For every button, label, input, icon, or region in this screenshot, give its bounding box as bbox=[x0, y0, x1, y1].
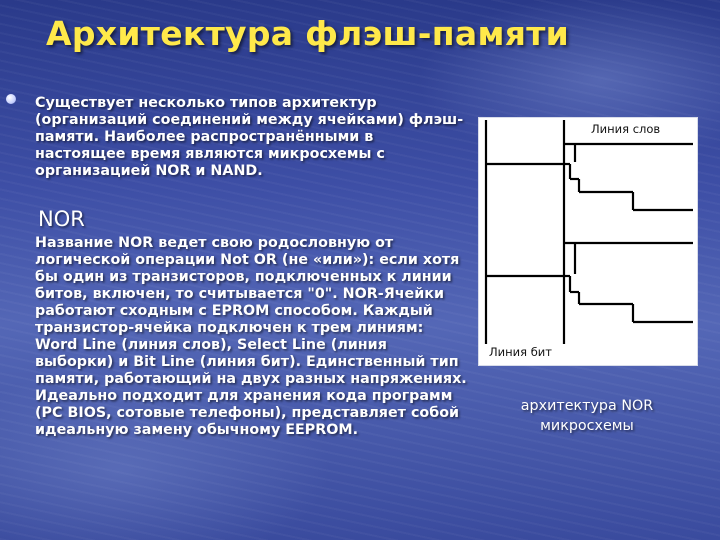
nor-circuit-schematic bbox=[479, 118, 697, 365]
nor-circuit-diagram bbox=[478, 117, 698, 366]
intro-paragraph: Существует несколько типов архитектур (организаций соединений между ячейками) флэш-памяти. Наиболее распространёнными в настоящее время являются микросхемы с организацией NOR и NAND. bbox=[35, 95, 464, 179]
section-heading: NOR bbox=[38, 207, 85, 231]
bit-line-label: Линия бит bbox=[489, 345, 552, 359]
diagram-caption: архитектура NOR микросхемы bbox=[520, 398, 654, 434]
word-line-label: Линия слов bbox=[591, 122, 661, 136]
nor-description: Название NOR ведет свою родословную от логической операции Not OR (не «или»): если хотя бы один из транзисторов, подключенных к линии битов, включен, то считывается "0". NOR-Ячейки работают сходным с EPROM способом. Каждый транзистор-ячейка подключен к трем линиям: Word Line (линия слов), Select Line (линия выборки) и Bit Line (линия бит). Единственный тип памяти, работающий на двух разных напряжениях. Идеально подходит для хранения кода программ (PC BIOS, сотовые телефоны), представляет собой идеальную замену обычному EEPROM. bbox=[35, 235, 467, 438]
slide-title: Архитектура флэш-памяти bbox=[46, 14, 570, 53]
bullet-icon bbox=[6, 94, 16, 104]
